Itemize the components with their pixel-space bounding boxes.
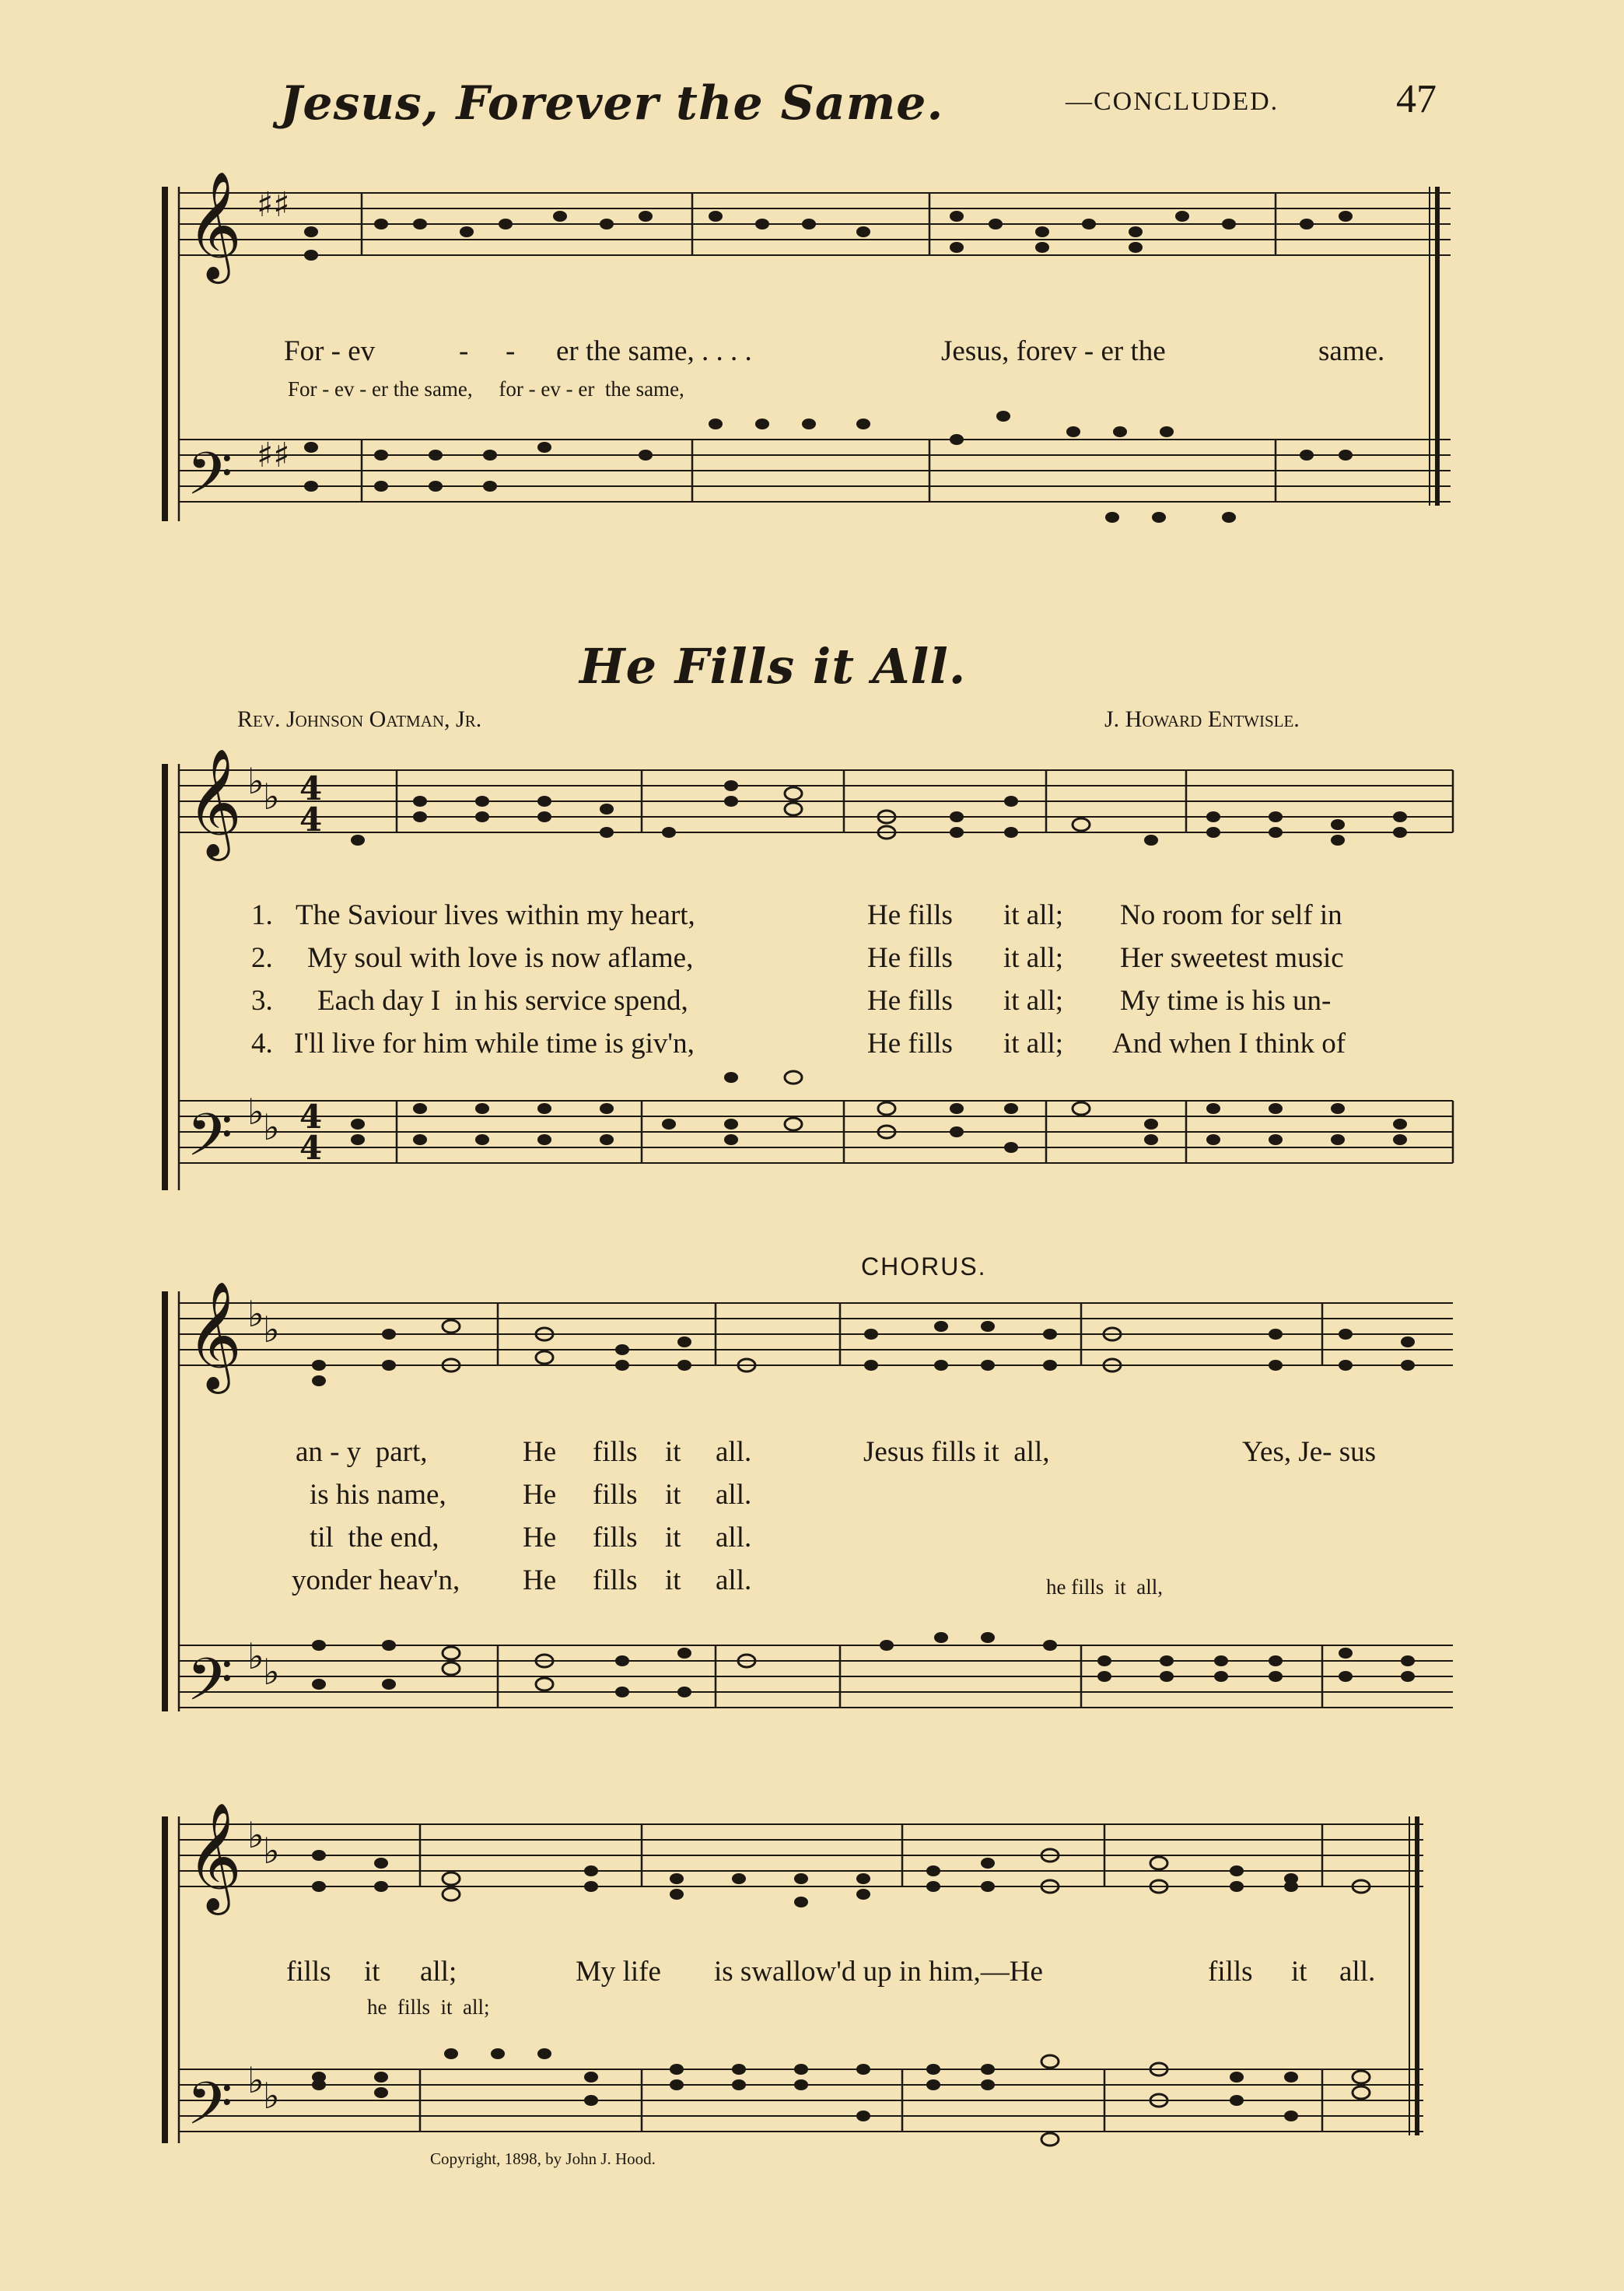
prev-lyric-2: - bbox=[459, 335, 469, 367]
svg-text:♭: ♭ bbox=[263, 1106, 280, 1148]
svg-text:𝄢: 𝄢 bbox=[187, 2069, 233, 2153]
prev-echo-lyrics: For - ev - er the same, for - ev - er the same, bbox=[288, 377, 684, 401]
verse-1-tail: No room for self in bbox=[1120, 899, 1342, 931]
end-1-part: an - y part, bbox=[296, 1436, 428, 1468]
svg-text:𝄢: 𝄢 bbox=[187, 1101, 233, 1184]
time-signature-bottom: 4 bbox=[299, 800, 323, 839]
verse-4-tail: And when I think of bbox=[1112, 1028, 1346, 1060]
verse-2-text: My soul with love is now aflame, bbox=[307, 942, 694, 974]
prev-lyric-1: For - ev bbox=[284, 335, 376, 367]
verse-3-tail: My time is his un- bbox=[1120, 985, 1332, 1017]
music-system-3 bbox=[0, 1276, 1624, 1743]
svg-text:𝄢: 𝄢 bbox=[187, 1645, 233, 1729]
svg-text:♭: ♭ bbox=[263, 1651, 280, 1693]
svg-text:♭: ♭ bbox=[263, 776, 280, 818]
verse-2-tail: Her sweetest music bbox=[1120, 942, 1344, 974]
verse-4-number: 4. bbox=[251, 1028, 273, 1060]
chorus-1-jesus: Jesus fills it all, bbox=[863, 1436, 1050, 1468]
music-system-4 bbox=[0, 1793, 1624, 2291]
svg-text:♭: ♭ bbox=[247, 1091, 264, 1133]
chorus-2-it-end: it bbox=[1291, 1956, 1307, 1988]
page-title: Jesus, Forever the Same. bbox=[280, 76, 944, 131]
end-4-he: He bbox=[523, 1564, 557, 1596]
music-system-2 bbox=[0, 747, 1624, 1214]
end-4-all: all. bbox=[716, 1564, 752, 1596]
end-3-fills: fills bbox=[593, 1522, 638, 1554]
svg-text:𝄞: 𝄞 bbox=[187, 748, 242, 856]
svg-text:♭: ♭ bbox=[263, 1308, 280, 1350]
time-signature-top: 4 bbox=[299, 769, 323, 807]
chorus-2-mylife: My life bbox=[576, 1956, 661, 1988]
end-2-all: all. bbox=[716, 1479, 752, 1511]
prev-lyric-4: er the same, . . . . bbox=[556, 335, 752, 367]
end-4-fills: fills bbox=[593, 1564, 638, 1596]
verse-2-number: 2. bbox=[251, 942, 273, 974]
verse-3-fills: He fills bbox=[867, 985, 953, 1017]
end-3-he: He bbox=[523, 1522, 557, 1554]
end-2-part: is his name, bbox=[310, 1479, 446, 1511]
song-author: Rev. Johnson Oatman, Jr. bbox=[237, 706, 482, 732]
prev-lyric-6: same. bbox=[1318, 335, 1385, 367]
svg-text:𝄞: 𝄞 bbox=[187, 171, 242, 279]
song-composer: J. Howard Entwisle. bbox=[1104, 706, 1300, 732]
svg-text:♭: ♭ bbox=[247, 1814, 264, 1856]
bass-time-signature-bottom: 4 bbox=[299, 1129, 323, 1167]
chorus-2-all: all; bbox=[420, 1956, 457, 1988]
page-title-suffix: —CONCLUDED. bbox=[1066, 87, 1279, 116]
svg-text:♭: ♭ bbox=[247, 1635, 264, 1677]
end-1-all: all. bbox=[716, 1436, 752, 1468]
end-4-it: it bbox=[665, 1564, 681, 1596]
verse-1-number: 1. bbox=[251, 899, 273, 931]
chorus-2-swallowd: is swallow'd up in him,—He bbox=[714, 1956, 1043, 1988]
copyright-notice: Copyright, 1898, by John J. Hood. bbox=[430, 2149, 656, 2168]
svg-text:♭: ♭ bbox=[263, 2075, 280, 2117]
chorus-1-yes: Yes, Je- sus bbox=[1242, 1436, 1377, 1468]
verse-1-text: The Saviour lives within my heart, bbox=[296, 899, 695, 931]
page-number: 47 bbox=[1396, 77, 1437, 121]
end-2-fills: fills bbox=[593, 1479, 638, 1511]
end-4-part: yonder heav'n, bbox=[292, 1564, 460, 1596]
svg-text:♭: ♭ bbox=[247, 2059, 264, 2101]
chorus-label: CHORUS. bbox=[861, 1252, 987, 1280]
chorus-echo-1: he fills it all, bbox=[1046, 1575, 1163, 1599]
verse-4-itall: it all; bbox=[1003, 1028, 1064, 1060]
prev-lyric-3: - bbox=[506, 335, 516, 367]
verse-1-fills: He fills bbox=[867, 899, 953, 931]
end-1-fills: fills bbox=[593, 1436, 638, 1468]
end-3-all: all. bbox=[716, 1522, 752, 1554]
verse-2-itall: it all; bbox=[1003, 942, 1064, 974]
verse-2-fills: He fills bbox=[867, 942, 953, 974]
verse-4-fills: He fills bbox=[867, 1028, 953, 1060]
chorus-2-fills: fills bbox=[286, 1956, 331, 1988]
svg-text:♭: ♭ bbox=[263, 1830, 280, 1872]
end-3-part: til the end, bbox=[310, 1522, 439, 1554]
svg-text:♯♯: ♯♯ bbox=[257, 185, 290, 225]
prev-lyric-5: Jesus, forev - er the bbox=[941, 335, 1166, 367]
chorus-echo-2: he fills it all; bbox=[367, 1995, 490, 2019]
verse-3-text: Each day I in his service spend, bbox=[317, 985, 688, 1017]
svg-text:𝄞: 𝄞 bbox=[187, 1281, 242, 1389]
verse-4-text: I'll live for him while time is giv'n, bbox=[294, 1028, 695, 1060]
end-2-he: He bbox=[523, 1479, 557, 1511]
svg-text:♯♯: ♯♯ bbox=[257, 436, 290, 475]
bass-time-signature-top: 4 bbox=[299, 1098, 323, 1136]
svg-text:♭: ♭ bbox=[247, 1293, 264, 1335]
music-system-1 bbox=[0, 163, 1624, 708]
end-1-it: it bbox=[665, 1436, 681, 1468]
end-1-he: He bbox=[523, 1436, 557, 1468]
verse-3-itall: it all; bbox=[1003, 985, 1064, 1017]
end-3-it: it bbox=[665, 1522, 681, 1554]
svg-text:♭: ♭ bbox=[247, 760, 264, 802]
end-2-it: it bbox=[665, 1479, 681, 1511]
chorus-2-fills-end: fills bbox=[1208, 1956, 1253, 1988]
song-title: He Fills it All. bbox=[579, 638, 967, 695]
svg-text:𝄞: 𝄞 bbox=[187, 1802, 242, 1911]
chorus-2-all-end: all. bbox=[1339, 1956, 1376, 1988]
chorus-2-it: it bbox=[364, 1956, 380, 1988]
verse-1-itall: it all; bbox=[1003, 899, 1064, 931]
verse-3-number: 3. bbox=[251, 985, 273, 1017]
svg-text:𝄢: 𝄢 bbox=[187, 440, 233, 523]
